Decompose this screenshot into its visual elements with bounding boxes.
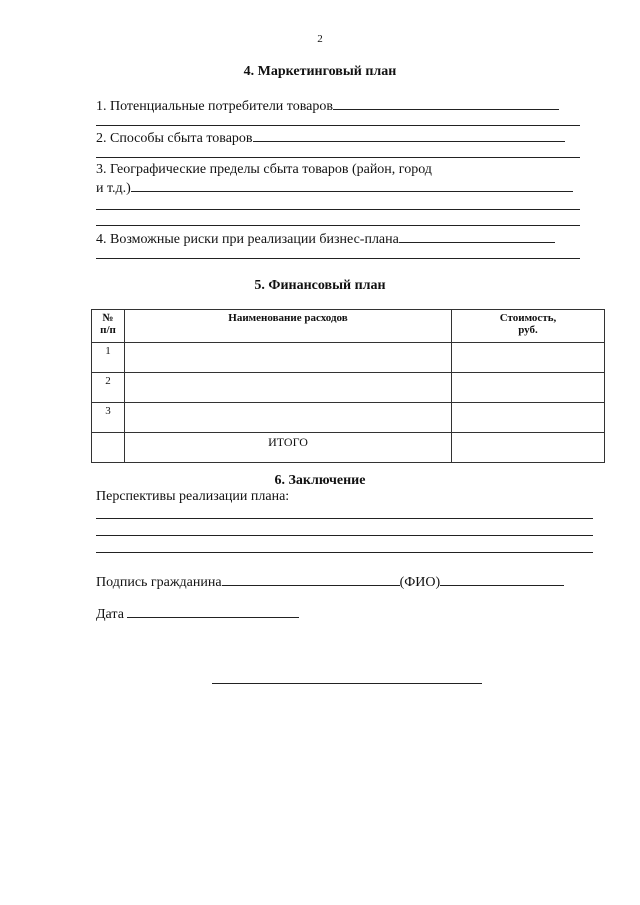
table-row [92,343,605,373]
marketing-q3-extra-line-1[interactable] [96,209,580,210]
marketing-q2-label: 2. Способы сбыта товаров [96,131,253,146]
column-header-name: Наименование расходов [125,310,452,343]
marketing-q4-blank[interactable] [399,229,555,243]
table-row [92,373,605,403]
marketing-q3-blank[interactable] [131,178,573,192]
prospects-line-2[interactable] [96,535,593,536]
marketing-q3-extra-line-2[interactable] [96,225,580,226]
marketing-q4-label: 4. Возможные риски при реализации бизнес-плана [96,232,399,247]
finance-heading: 5. Финансовый план [254,278,386,293]
date-label: Дата [96,607,124,622]
row-num: 3 [92,403,125,433]
row-cost-cell[interactable] [452,403,605,433]
total-cost-cell[interactable] [452,433,605,463]
marketing-q3-label: и т.д.) [96,181,131,196]
bottom-separator-line [212,683,482,684]
row-cost-cell[interactable] [452,343,605,373]
row-name-cell[interactable] [125,373,452,403]
signature-label: Подпись гражданина [96,575,222,590]
marketing-q1-label: 1. Потенциальные потребители товаров [96,99,333,114]
total-label: ИТОГО [125,433,452,463]
date-row [96,604,299,623]
prospects-line-3[interactable] [96,552,593,553]
marketing-q3-line1: 3. Географические пределы сбыта товаров (район, город [96,162,432,177]
row-num: 2 [92,373,125,403]
row-name-cell[interactable] [125,343,452,373]
prospects-line-1[interactable] [96,518,593,519]
row-num: 1 [92,343,125,373]
date-blank[interactable] [127,604,299,618]
table-total-row [92,433,605,463]
marketing-q1 [96,96,559,115]
page-number: 2 [317,33,323,45]
marketing-q4 [96,229,555,248]
fio-blank[interactable] [440,572,564,586]
row-cost-cell[interactable] [452,373,605,403]
signature-row [96,572,564,591]
prospects-label: Перспективы реализации плана: [96,489,290,504]
marketing-q2-blank[interactable] [253,128,565,142]
marketing-heading: 4. Маркетинговый план [243,64,397,79]
table-row [92,403,605,433]
table-header-row [92,310,605,343]
conclusion-heading: 6. Заключение [274,473,366,488]
marketing-q1-extra-line[interactable] [96,125,580,126]
marketing-q3 [96,178,573,197]
row-name-cell[interactable] [125,403,452,433]
column-header-cost: Стоимость, руб. [452,310,605,343]
signature-blank[interactable] [222,572,400,586]
column-header-num: № п/п [92,310,125,343]
finance-table [91,309,605,463]
marketing-q2-extra-line[interactable] [96,157,580,158]
marketing-q2 [96,128,565,147]
fio-label: (ФИО) [399,575,441,590]
marketing-q4-extra-line[interactable] [96,258,580,259]
total-num-cell [92,433,125,463]
marketing-q1-blank[interactable] [333,96,559,110]
